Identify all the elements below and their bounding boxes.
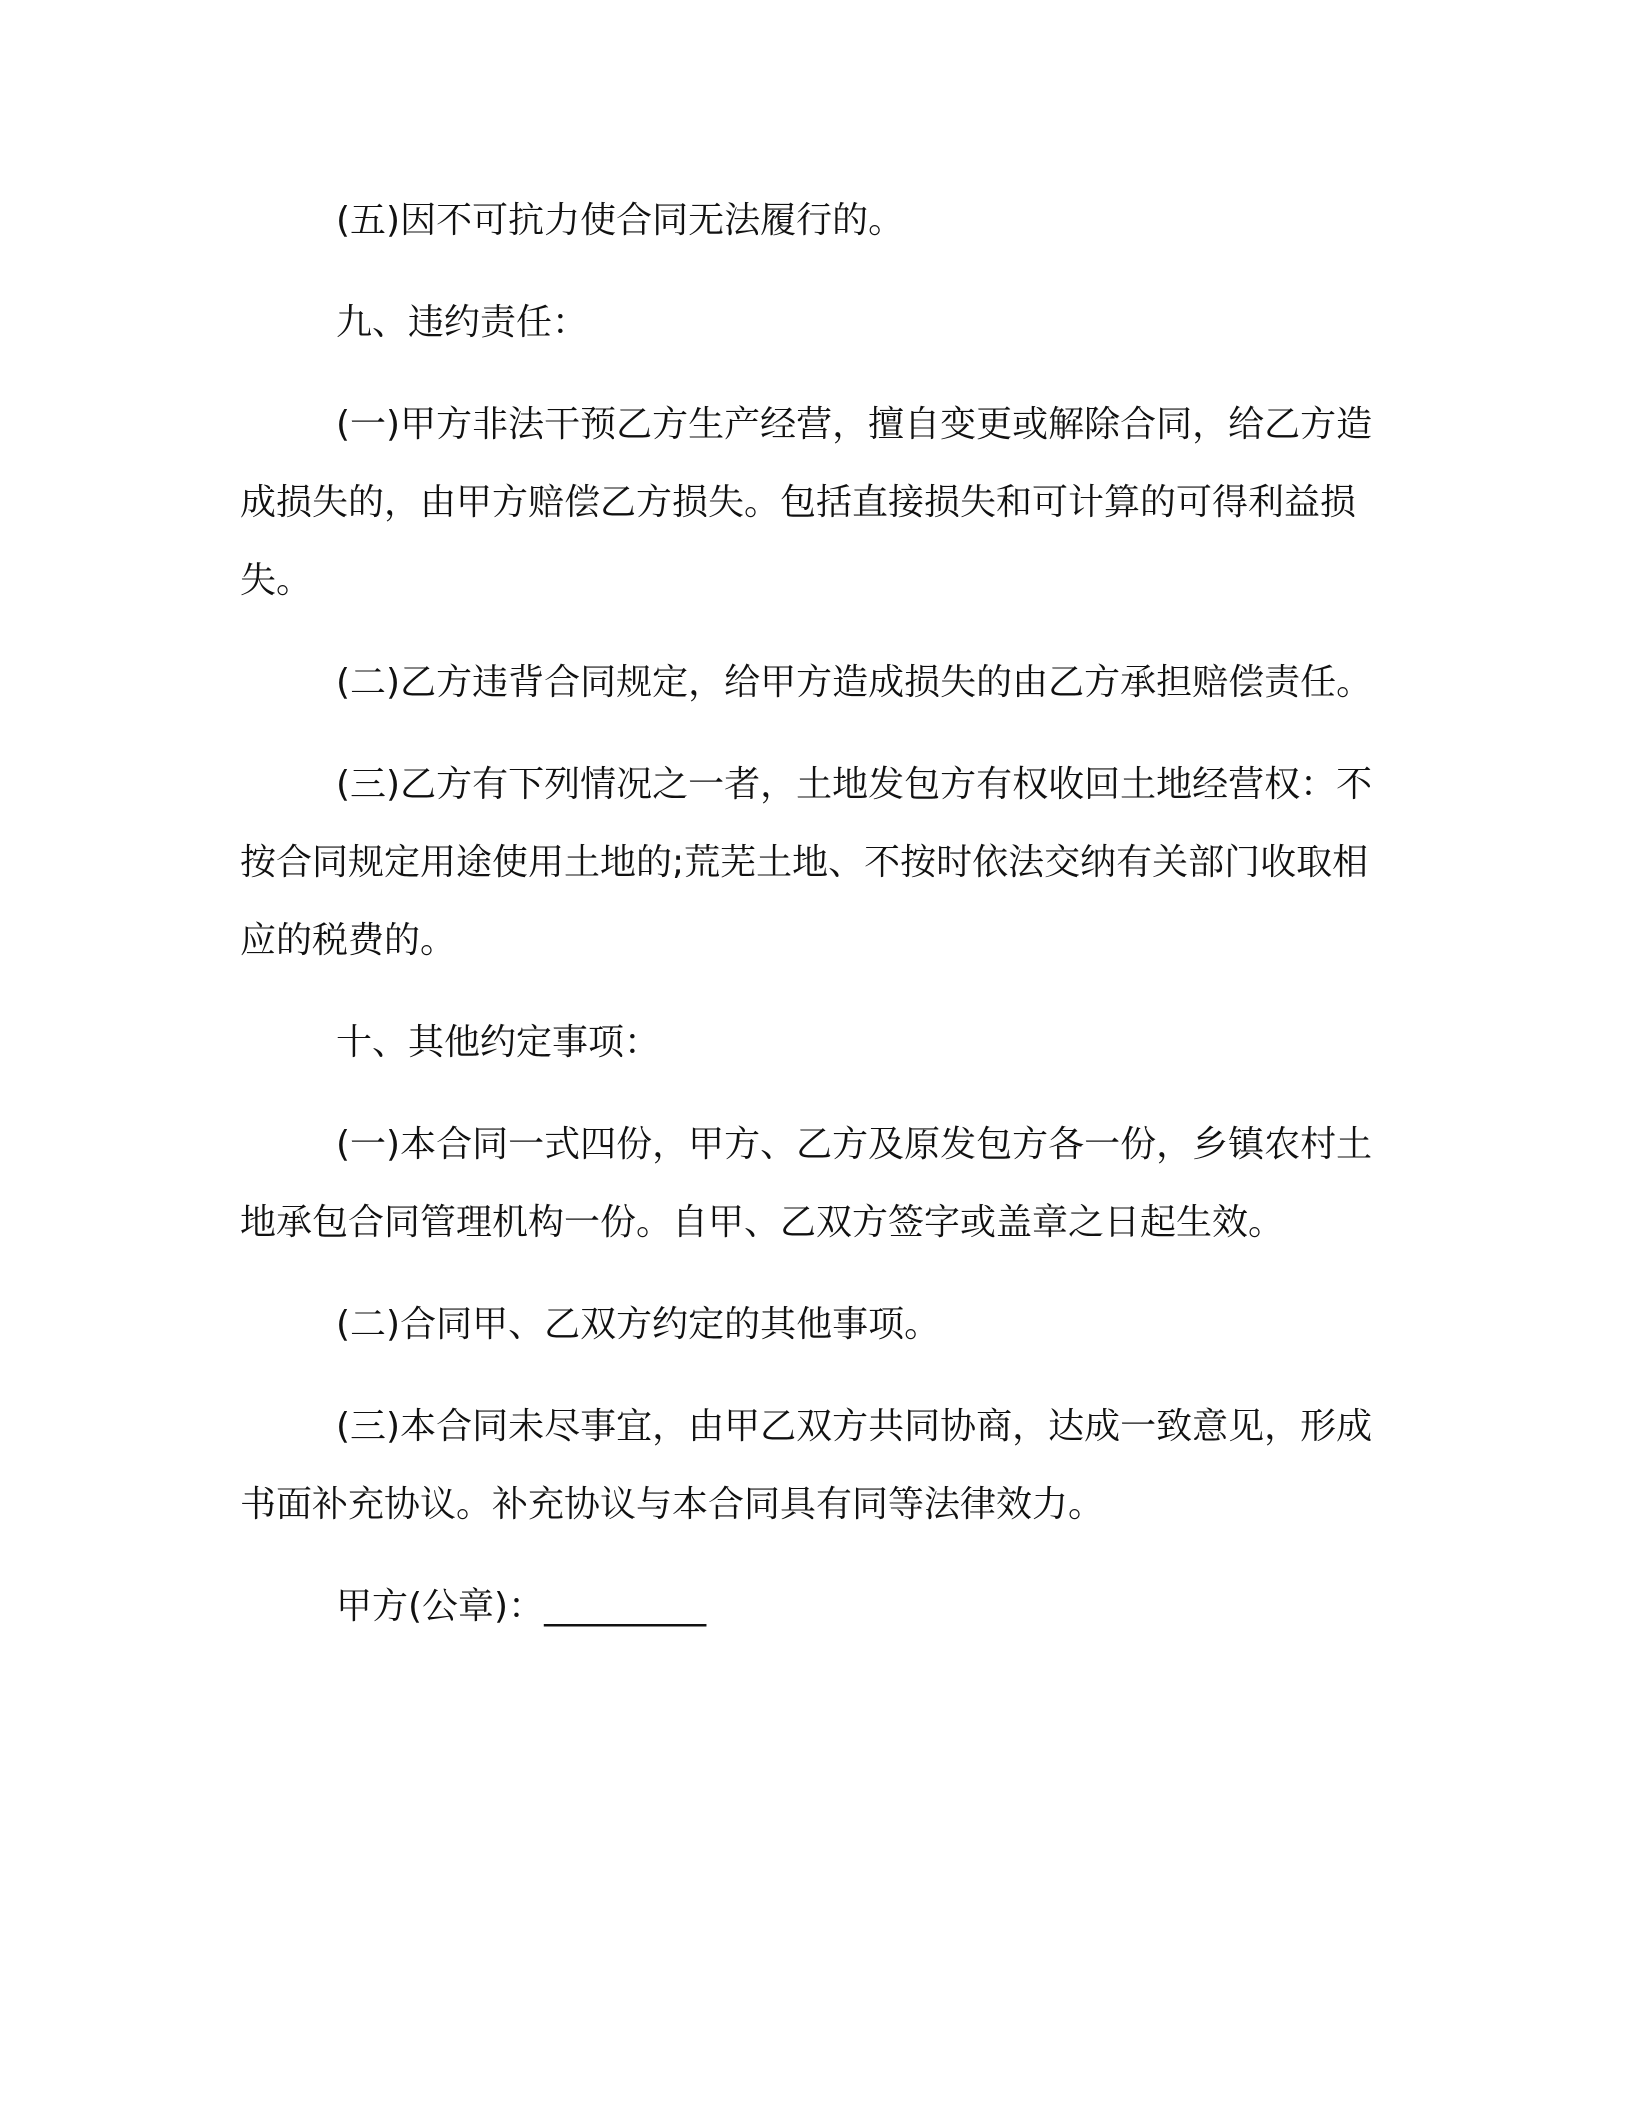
clause-10-3: (三)本合同未尽事宜，由甲乙双方共同协商，达成一致意见，形成书面补充协议。补充协议与本合同具有同等法律效力。 [240, 1406, 1373, 1525]
section-heading-breach-liability: 九、违约责任： [336, 302, 589, 343]
clause-9-3: (三)乙方有下列情况之一者，土地发包方有权收回土地经营权：不按合同规定用途使用土地的;荒芜土地、不按时依法交纳有关部门收取相应的税费的。 [240, 764, 1373, 961]
document-body [240, 182, 1400, 1670]
clause-9-2: (二)乙方违背合同规定，给甲方造成损失的由乙方承担赔偿责任。 [336, 662, 1373, 703]
clause-9-1: (一)甲方非法干预乙方生产经营，擅自变更或解除合同，给乙方造成损失的，由甲方赔偿乙方损失。包括直接损失和可计算的可得利益损失。 [240, 404, 1373, 601]
section-heading-other-matters: 十、其他约定事项： [336, 1022, 661, 1063]
clause-10-2: (二)合同甲、乙双方约定的其他事项。 [336, 1304, 941, 1345]
party-a-signature-line: 甲方(公章)：_________ [336, 1586, 707, 1627]
clause-8-5: (五)因不可抗力使合同无法履行的。 [336, 200, 905, 241]
clause-10-1: (一)本合同一式四份，甲方、乙方及原发包方各一份，乡镇农村土地承包合同管理机构一份。自甲、乙双方签字或盖章之日起生效。 [240, 1124, 1373, 1243]
